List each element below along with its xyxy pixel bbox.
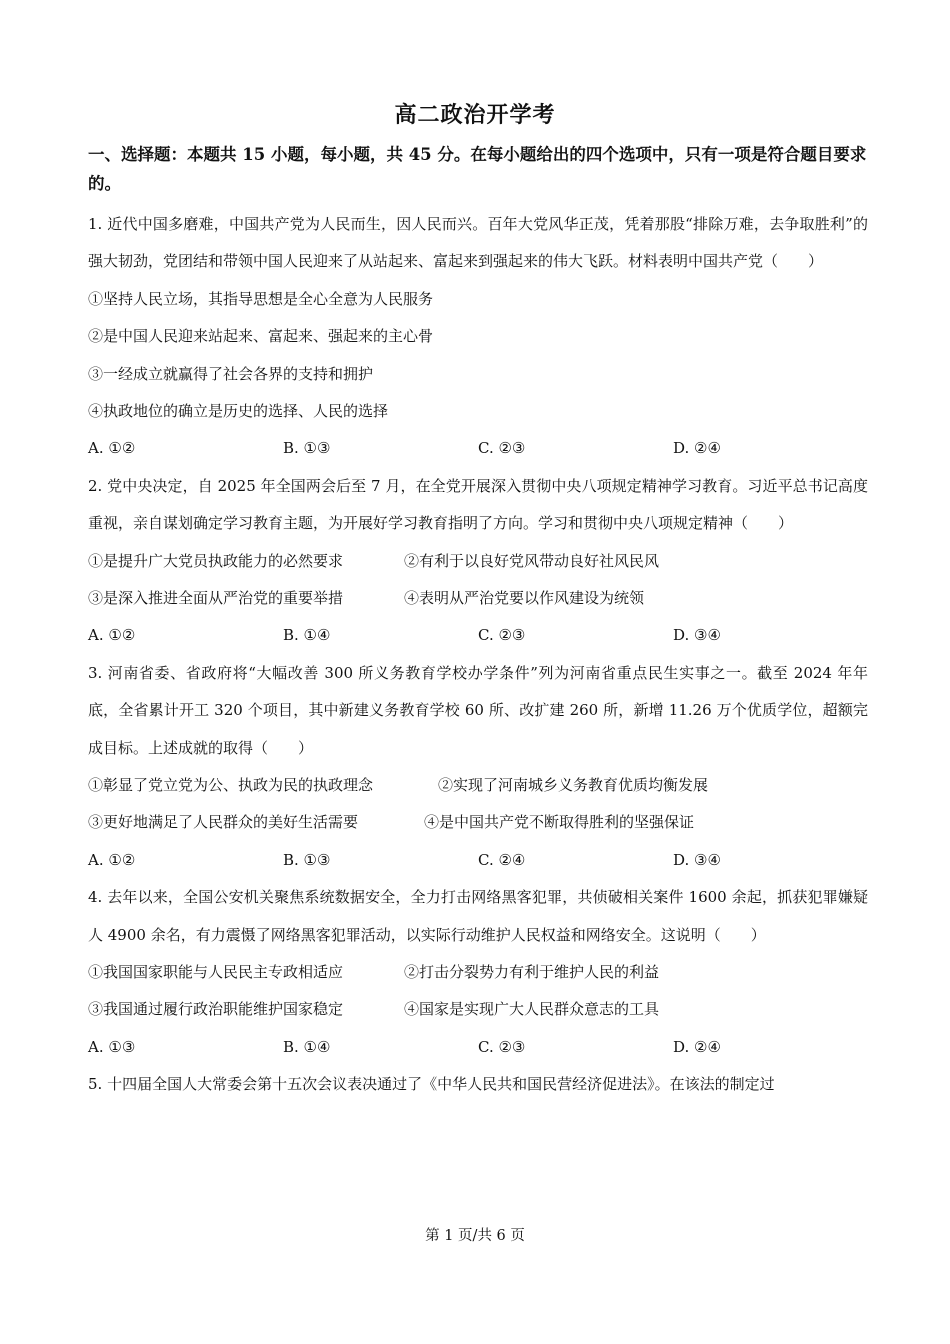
statement: ④是中国共产党不断取得胜利的坚强保证 (424, 813, 695, 832)
option-c[interactable]: C. ②③ (478, 439, 526, 458)
option-d[interactable]: D. ③④ (673, 626, 721, 645)
statement: ①彰显了党立党为公、执政为民的执政理念 (88, 775, 374, 794)
section-heading: 一、选择题：本题共 15 小题，每小题，共 45 分。在每小题给出的四个选项中，只有一项是符合题目要求的。 (88, 145, 867, 193)
option-a[interactable]: A. ①② (88, 850, 136, 869)
option-d[interactable]: D. ②④ (673, 439, 721, 458)
question-list (88, 206, 868, 1104)
option-a[interactable]: A. ①② (88, 626, 136, 645)
question-stem: 1. 近代中国多磨难，中国共产党为人民而生，因人民而兴。百年大党风华正茂，凭着那股“排除万难，去争取胜利”的强大韧劲，党团结和带领中国人民迎来了从站起来、富起来到强起来的伟大飞跃。材料表明中国共产党（ ） (88, 215, 868, 271)
option-c[interactable]: C. ②④ (478, 850, 526, 869)
question-stem: 5. 十四届全国人大常委会第十五次会议表决通过了《中华人民共和国民营经济促进法》。在该法的制定过 (88, 1075, 775, 1094)
statement: ②是中国人民迎来站起来、富起来、强起来的主心骨 (88, 327, 434, 346)
statement: ①我国国家职能与人民民主专政相适应 (88, 962, 344, 981)
statement: ③一经成立就赢得了社会各界的支持和拥护 (88, 364, 374, 383)
statement: ②打击分裂势力有利于维护人民的利益 (404, 962, 660, 981)
question-4 (88, 879, 868, 1066)
option-b[interactable]: B. ①④ (283, 1037, 331, 1056)
statement-row (88, 804, 868, 841)
statement: ①是提升广大党员执政能力的必然要求 (88, 551, 344, 570)
answer-options (88, 842, 868, 879)
question-stem: 3. 河南省委、省政府将“大幅改善 300 所义务教育学校办学条件”列为河南省重点民生实事之一。截至 2024 年年底，全省累计开工 320 个项目，其中新建义务教育学校 60 所、改扩建 260 所，新增 11.26 万个优质学位，超额完成目标。上述成就的取得（ ） (88, 663, 868, 757)
answer-options (88, 617, 868, 654)
exam-title: 高二政治开学考 (394, 102, 556, 128)
statement: ④执政地位的确立是历史的选择、人民的选择 (88, 401, 389, 420)
statement: ②实现了河南城乡义务教育优质均衡发展 (438, 775, 709, 794)
option-d[interactable]: D. ③④ (673, 850, 721, 869)
option-a[interactable]: A. ①③ (88, 1037, 136, 1056)
statement: ①坚持人民立场，其指导思想是全心全意为人民服务 (88, 289, 434, 308)
statement-row (88, 767, 868, 804)
statement-row (88, 991, 868, 1028)
statement-row (88, 543, 868, 580)
statement: ③我国通过履行政治职能维护国家稳定 (88, 1000, 344, 1019)
statement: ③是深入推进全面从严治党的重要举措 (88, 588, 344, 607)
statement: ④国家是实现广大人民群众意志的工具 (404, 1000, 660, 1019)
answer-options (88, 430, 868, 467)
question-stem: 2. 党中央决定，自 2025 年全国两会后至 7 月，在全党开展深入贯彻中央八项规定精神学习教育。习近平总书记高度重视，亲自谋划确定学习教育主题，为开展好学习教育指明了方向。学习和贯彻中央八项规定精神（ ） (88, 476, 868, 533)
option-b[interactable]: B. ①③ (283, 850, 331, 869)
statement-row (88, 580, 868, 617)
option-b[interactable]: B. ①③ (283, 439, 331, 458)
statement-row (88, 954, 868, 991)
statement: ④表明从严治党要以作风建设为统领 (404, 588, 645, 607)
question-3 (88, 655, 868, 879)
option-c[interactable]: C. ②③ (478, 626, 526, 645)
option-d[interactable]: D. ②④ (673, 1037, 721, 1056)
question-1 (88, 206, 868, 468)
question-5 (88, 1066, 868, 1103)
question-2 (88, 468, 868, 655)
question-stem: 4. 去年以来，全国公安机关聚焦系统数据安全，全力打击网络黑客犯罪，共侦破相关案件 1600 余起，抓获犯罪嫌疑人 4900 余名，有力震慑了网络黑客犯罪活动，以实际行动维护人民权益和网络安全。这说明（ ） (88, 888, 868, 944)
option-b[interactable]: B. ①④ (283, 626, 331, 645)
option-a[interactable]: A. ①② (88, 439, 136, 458)
option-c[interactable]: C. ②③ (478, 1037, 526, 1056)
statement: ②有利于以良好党风带动良好社风民风 (404, 551, 660, 570)
statement: ③更好地满足了人民群众的美好生活需要 (88, 813, 359, 832)
page-footer: 第 1 页/共 6 页 (425, 1228, 525, 1244)
answer-options (88, 1029, 868, 1066)
